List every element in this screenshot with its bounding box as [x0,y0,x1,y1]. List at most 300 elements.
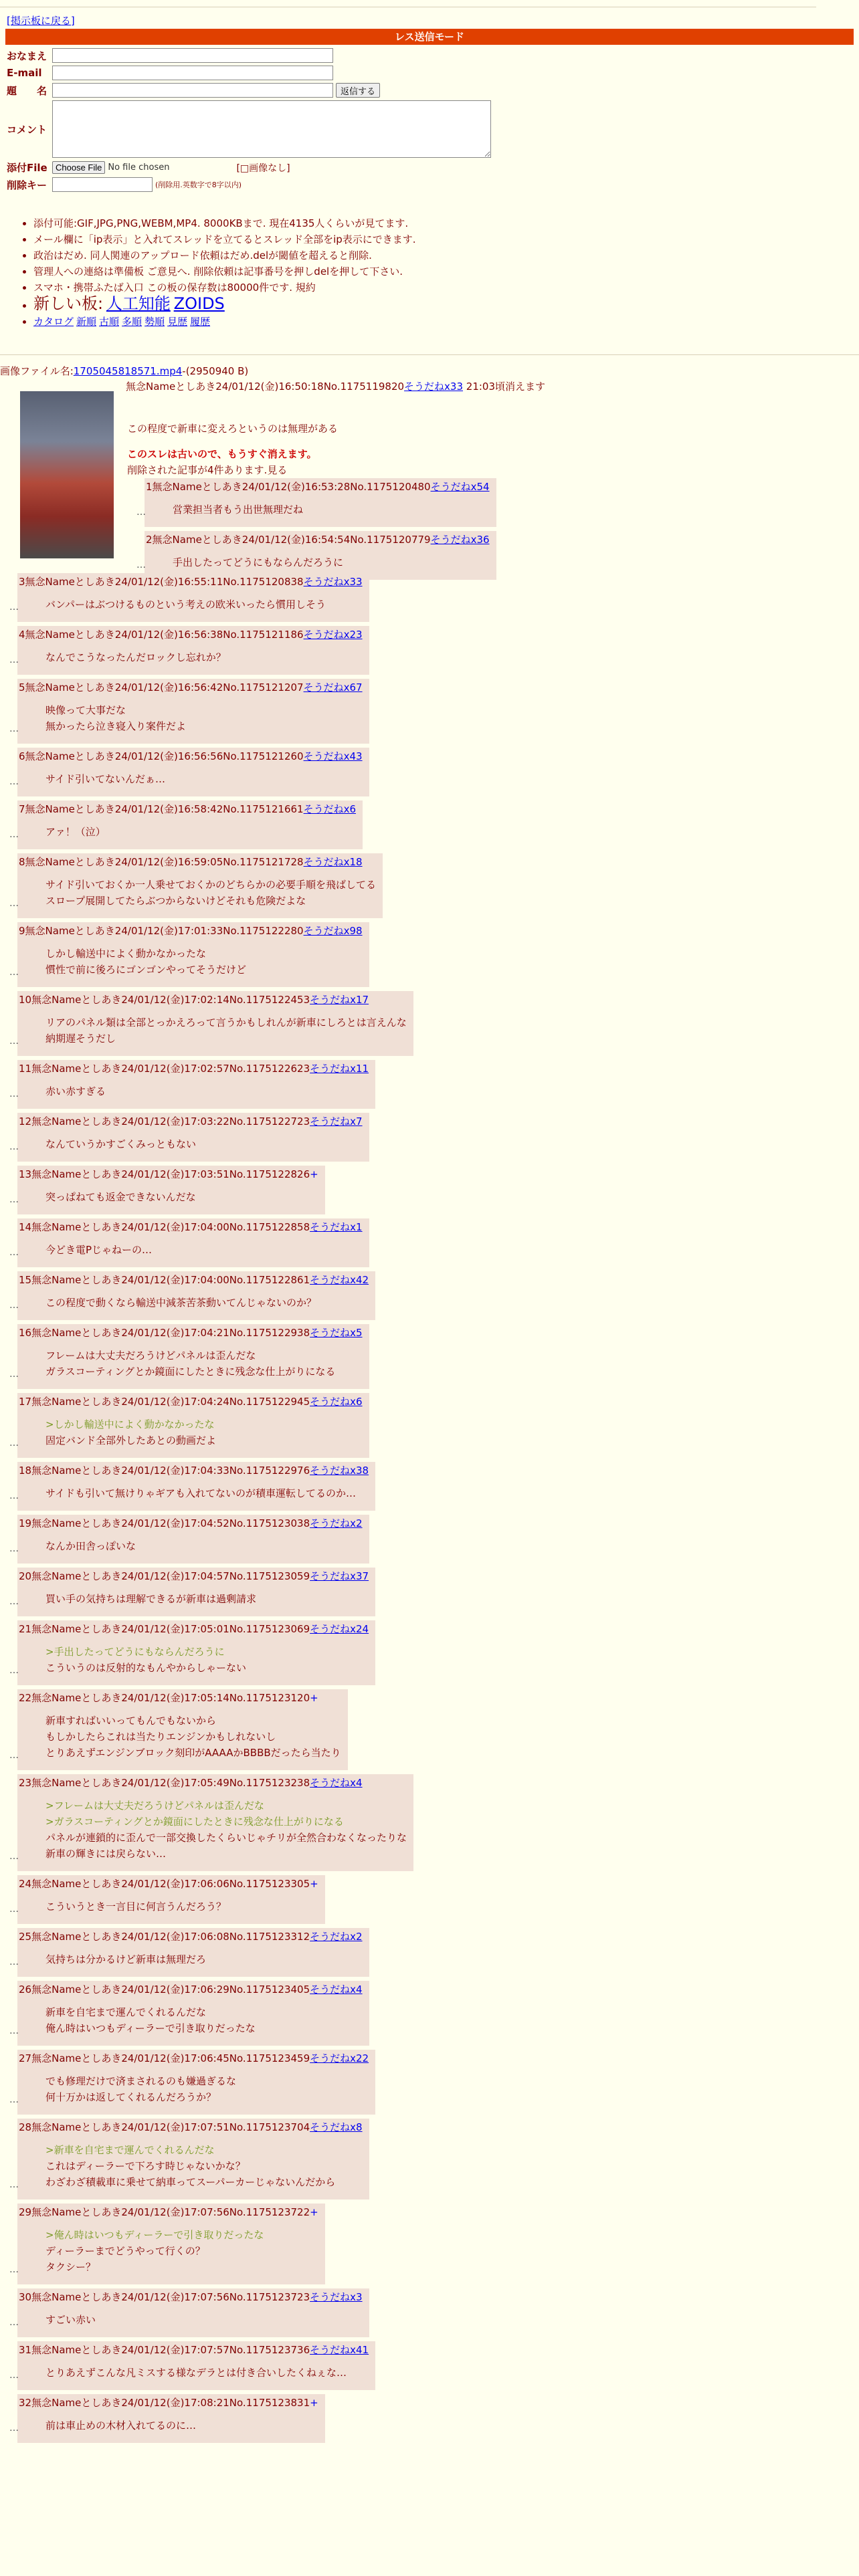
reply-header [19,2051,369,2065]
reply-post [0,800,859,849]
reply-body [45,1416,363,1448]
reply-box [17,1774,413,1871]
email-label: E-mail [7,67,42,79]
op-body: この程度で新車に変えろというのは無理がある [127,423,339,435]
reply-body [45,649,363,665]
reply-number: 9 [19,925,25,937]
reply-ellipsis: … [9,1142,19,1152]
reply-ellipsis: … [9,1596,19,1607]
reply-number: 14 [19,1221,32,1233]
reply-box [17,1875,325,1924]
sort-old-link[interactable]: 古順 [99,316,120,328]
reply-ellipsis: … [9,1369,19,1380]
reply-header [19,1982,363,1996]
reply-number: 13 [19,1168,32,1180]
reply-line: サイド引いてないんだぁ… [45,773,165,785]
reply-header [19,2395,318,2409]
image-filename-label: 画像ファイル名: [0,365,74,377]
reply-ellipsis: … [9,2264,19,2275]
reply-line: リアのパネル類は全部とっかえろって言うかもしれんが新車にしろとは言えんな [45,1016,407,1029]
reply-line: 手出したってどうにもならんだろうに [173,556,344,568]
reply-box [17,2050,375,2115]
reply-box [17,1393,369,1458]
reply-body [45,2004,363,2036]
reply-header [19,680,363,694]
reply-line: 赤い赤すぎる [45,1085,106,1097]
rule-item: • 政治はだめ. 同人関連のアップロード依頼はだめ.delが閾値を超えると削除. [33,247,416,263]
soudane-button[interactable]: そうだねx1 [310,1221,363,1233]
reply-post [0,2119,859,2199]
reply-number: 12 [19,1115,32,1128]
comment-label: コメント [7,123,47,136]
quote-line: >フレームは大丈夫だろうけどパネルは歪んだな [45,1800,264,1812]
name-label: おなまえ [7,49,47,62]
reply-post [0,1324,859,1389]
reply-post [0,991,859,1056]
quote-line: >俺ん時はいつもディーラーで引き取りだったな [45,2229,264,2241]
reply-box [17,2288,369,2337]
reply-meta: 無念Nameとしあき24/01/12(金)17:04:00No.1175122858 [31,1221,310,1233]
reply-line: 前は車止めの木材入れてるのに… [45,2420,197,2432]
reply-line: 慣性で前に後ろにゴンゴンやってそうだけど [45,964,247,976]
reply-meta: 無念Nameとしあき24/01/12(金)16:59:05No.1175121728 [25,856,304,868]
reply-body [45,1644,369,1676]
reply-number: 16 [19,1327,32,1339]
reply-ellipsis: … [9,1665,19,1676]
soudane-button[interactable]: そうだねx2 [310,1931,363,1943]
reply-meta: 無念Nameとしあき24/01/12(金)17:07:56No.1175123722 [31,2206,310,2218]
reply-body [45,2418,318,2434]
op-expire-time: 21:03頃消えます [466,381,546,393]
reply-ellipsis: … [9,2370,19,2381]
reply-post [0,853,859,918]
reply-ellipsis: … [9,1851,19,1862]
reply-ellipsis: … [9,2095,19,2105]
reply-box [17,1568,375,1616]
soudane-button[interactable]: そうだねx42 [310,1274,369,1286]
reply-post [0,1393,859,1458]
quote-line: >新車を自宅まで運んでくれるんだな [45,2144,215,2156]
reply-box [17,991,413,1056]
soudane-button[interactable]: そうだねx17 [310,994,369,1006]
deleted-posts-note[interactable]: 削除された記事が4件あります.見る [127,464,288,476]
reply-ellipsis: … [9,1300,19,1311]
reply-line: 何十万かは返してくれるんだろうか？ [45,2091,217,2103]
reply-line: 気持ちは分かるけど新車は無理だろ [45,1953,207,1965]
reply-number: 28 [19,2121,32,2133]
reply-meta: 無念Nameとしあき24/01/12(金)17:04:00No.1175122861 [31,1274,310,1286]
reply-meta: 無念Nameとしあき24/01/12(金)17:04:52No.1175123038 [31,1517,310,1529]
soudane-button[interactable]: + [310,1692,318,1704]
reply-post [0,1568,859,1616]
sort-momentum-link[interactable]: 勢順 [145,316,165,328]
reply-body [173,502,490,518]
reply-number: 19 [19,1517,32,1529]
reply-post [0,922,859,987]
reply-box [17,1981,369,2046]
reply-line: なんか田舎っぽいな [45,1540,136,1552]
reply-post [0,679,859,744]
reply-meta: 無念Nameとしあき24/01/12(金)16:58:42No.1175121661 [25,803,304,815]
reply-body [45,1242,363,1258]
reply-meta: 無念Nameとしあき24/01/12(金)17:05:01No.1175123069 [31,1623,310,1635]
reply-box [17,1928,369,1977]
reply-body [45,1591,369,1607]
reply-ellipsis: … [9,1491,19,1501]
reply-post [127,478,496,527]
rule-item: • スマホ・携帯ふたば入口 この板の保存数は80000件です. 規約 [33,280,416,296]
rule-item: • メール欄に「ip表示」と入れてスレッドを立てるとスレッド全部をip表示にできます. [33,231,416,247]
reply-body [45,1014,407,1047]
reply-body [45,1951,363,1967]
reply-line: こういうとき一言目に何言うんだろう？ [45,1901,227,1913]
reply-line: サイド引いておくか一人乗せておくかのどちらかの必要手順を飛ばしてる [45,879,376,891]
image-file-size: -(2950940 B) [182,365,249,377]
reply-box [17,1166,325,1214]
soudane-button[interactable]: そうだねx36 [430,534,490,546]
sort-many-link[interactable]: 多順 [122,316,142,328]
submit-reply-button[interactable]: 返信する [336,83,380,98]
reply-number: 5 [19,681,25,693]
subject-input[interactable] [52,83,333,98]
reply-body [45,1189,318,1205]
board-rules [20,215,416,330]
soudane-button[interactable]: そうだねx43 [303,750,363,762]
reply-header [19,574,363,588]
reply-meta: 無念Nameとしあき24/01/12(金)16:56:56No.1175121260 [25,750,304,762]
reply-meta: 無念Nameとしあき24/01/12(金)16:55:11No.1175120838 [25,576,304,588]
reply-line: でも修理だけで済まされるのも嫌過ぎるな [45,2075,237,2087]
reply-post [0,1218,859,1267]
soudane-button[interactable]: そうだねx7 [310,1115,363,1128]
catalog-link[interactable]: カタログ [33,316,74,328]
reply-box [17,1689,348,1770]
reply-line: 俺ん時はいつもディーラーで引き取りだったな [45,2022,256,2034]
soudane-button[interactable]: そうだねx98 [303,925,363,937]
reply-header [19,1273,369,1287]
soudane-button[interactable]: そうだねx2 [310,1517,363,1529]
reply-box [17,1462,375,1511]
reply-meta: 無念Nameとしあき24/01/12(金)17:07:56No.1175123723 [31,2291,310,2303]
reply-ellipsis: … [9,776,19,787]
soudane-button[interactable]: そうだねx23 [303,629,363,641]
soudane-button[interactable]: そうだねx6 [303,803,356,815]
reply-ellipsis: … [9,1089,19,1099]
rule-item: • 添付可能:GIF,JPG,PNG,WEBM,MP4. 8000KBまで. 現在4135人くらいが見てます. [33,215,416,231]
reply-header [19,1061,369,1075]
reply-line: ディーラーまでどうやって行くの？ [45,2245,205,2257]
reply-ellipsis: … [9,967,19,978]
reply-line: サイドも引いて無けりゃギアも入れてないのが積車運転してるのか… [45,1487,356,1499]
soudane-button[interactable]: + [310,1168,318,1180]
reply-line: とりあえずエンジンブロック刻印がAAAAかBBBBだったら当たり [45,1747,341,1759]
reply-line: 突っぱねても返金できないんだな [45,1191,196,1203]
reply-box [17,748,369,796]
reply-ellipsis: … [9,655,19,665]
reply-number: 23 [19,1777,32,1789]
reply-meta: 無念Nameとしあき24/01/12(金)17:05:49No.1175123238 [31,1777,310,1789]
reply-box [17,1324,369,1389]
reply-post [0,1774,859,1871]
reply-number: 7 [19,803,25,815]
reply-body [45,2142,363,2190]
reply-line: 映像って大事だな [45,704,126,716]
reply-box [17,1620,375,1685]
reply-line: パネルが連鎖的に歪んで一部交換したくらいじゃチリが全然合わなくなったりな [45,1832,407,1844]
reply-ellipsis: … [9,1438,19,1448]
reply-line: 新車すればいいってもんでもないから [45,1715,217,1727]
reply-number: 11 [19,1063,32,1075]
reply-post [0,1271,859,1320]
reply-number: 8 [19,856,25,868]
reply-box [17,679,369,744]
reply-line: なんでこうなったんだロックし忘れか？ [45,651,226,663]
new-board-link-ai[interactable]: 人工知能 [106,294,171,313]
reply-header [19,1929,363,1943]
reply-post [0,2341,859,2390]
reply-line: しかし輸送中によく動かなかったな [45,948,207,960]
reply-line: これはディーラーで下ろす時じゃないかな？ [45,2160,246,2172]
reply-meta: 無念Nameとしあき24/01/12(金)16:53:28No.1175120480 [152,481,431,493]
reply-meta: 無念Nameとしあき24/01/12(金)17:06:06No.1175123305 [31,1878,310,1890]
reply-body [45,2227,318,2275]
sort-new-link[interactable]: 新順 [76,316,97,328]
quote-line: >しかし輸送中によく動かなかったな [45,1418,215,1430]
soudane-button[interactable]: そうだねx38 [310,1465,369,1477]
reply-line: タクシー？ [45,2261,96,2273]
quote-line: >手出したってどうにもならんだろうに [45,1646,225,1658]
reply-number: 10 [19,994,32,1006]
reply-body [45,597,363,613]
reply-meta: 無念Nameとしあき24/01/12(金)17:08:21No.1175123831 [31,2397,310,2409]
reply-box [17,1515,369,1564]
reply-line: わざわざ積載車に乗せて納車ってスーパーカーじゃないんだから [45,2176,336,2188]
reply-ellipsis: … [9,2423,19,2434]
reply-ellipsis: … [9,2317,19,2328]
reply-meta: 無念Nameとしあき24/01/12(金)17:04:33No.1175122976 [31,1465,310,1477]
reply-body [45,824,356,840]
reply-header [19,2343,369,2357]
reply-body [45,2312,363,2328]
soudane-button[interactable]: そうだねx18 [303,856,363,868]
reply-header [146,532,490,546]
reply-header [19,1691,341,1705]
reply-meta: 無念Nameとしあき24/01/12(金)17:04:24No.1175122945 [31,1396,310,1408]
back-to-board-link[interactable]: [掲示板に戻る] [7,15,75,27]
name-input[interactable] [52,48,333,63]
reply-line: スロープ展開してたらぶつからないけどそれも危険だよな [45,895,306,907]
comment-textarea[interactable] [52,100,491,158]
reply-meta: 無念Nameとしあき24/01/12(金)17:01:33No.1175122280 [25,925,304,937]
reply-ellipsis: … [9,898,19,909]
reply-header [19,1876,318,1891]
no-image-checkbox[interactable]: [□画像なし] [236,163,290,174]
reply-body [45,1136,363,1152]
thread-divider [0,354,859,355]
reply-header [19,1776,407,1790]
reply-line: 今どき電Pじゃねーの… [45,1244,153,1256]
soudane-button[interactable]: そうだねx54 [430,481,490,493]
reply-number: 21 [19,1623,32,1635]
reply-box [17,626,369,675]
reply-header [19,1516,363,1530]
reply-meta: 無念Nameとしあき24/01/12(金)16:54:54No.1175120779 [152,534,431,546]
reply-meta: 無念Nameとしあき24/01/12(金)17:07:51No.1175123704 [31,2121,310,2133]
quote-line: >ガラスコーティングとか鏡面にしたときに残念な仕上がりになる [45,1816,344,1828]
op-soudane-button[interactable]: そうだねx33 [404,381,463,393]
delete-key-input[interactable] [52,177,153,192]
reply-number: 27 [19,2052,32,2064]
reply-line: 新車の輝きには戻らない… [45,1848,167,1860]
reply-header [19,1394,363,1408]
reply-meta: 無念Nameとしあき24/01/12(金)17:06:45No.1175123459 [31,2052,310,2064]
reply-ellipsis: … [9,1957,19,1967]
soudane-button[interactable]: そうだねx24 [310,1623,369,1635]
reply-header [19,1220,363,1234]
video-thumbnail[interactable] [20,391,114,558]
reply-box [17,1271,375,1320]
reply-header [19,749,363,763]
reply-post [0,1928,859,1977]
reply-post [0,1060,859,1109]
rule-item: • 管理人への連絡は準備板 ご意見へ. 削除依頼は記事番号を押しdelを押して下さい. [33,263,416,280]
reply-meta: 無念Nameとしあき24/01/12(金)17:02:14No.1175122453 [31,994,310,1006]
soudane-button[interactable]: そうだねx33 [303,576,363,588]
view-history-link[interactable]: 見歴 [167,316,188,328]
soudane-button[interactable]: そうだねx22 [310,2052,369,2064]
soudane-button[interactable]: そうだねx6 [310,1396,363,1408]
reply-header [19,1622,369,1636]
reply-post [0,748,859,796]
reply-body [45,1713,341,1761]
reply-body [45,702,363,734]
reply-box [17,800,363,849]
soudane-button[interactable]: そうだねx4 [310,1777,363,1789]
old-thread-warning: このスレは古いので、もうすぐ消えます。 [127,448,317,460]
reply-header [19,1325,363,1339]
reply-meta: 無念Nameとしあき24/01/12(金)17:07:57No.1175123736 [31,2344,310,2356]
reply-line: 納期遅そうだし [45,1033,116,1045]
reply-meta: 無念Nameとしあき24/01/12(金)16:56:42No.1175121207 [25,681,304,693]
soudane-button[interactable]: そうだねx11 [310,1063,369,1075]
reply-number: 1 [146,481,153,493]
reply-body [45,1295,369,1311]
soudane-button[interactable]: そうだねx37 [310,1570,369,1582]
reply-header [19,2205,318,2219]
reply-number: 18 [19,1465,32,1477]
reply-body [45,1798,407,1862]
reply-post [0,1689,859,1770]
reply-meta: 無念Nameとしあき24/01/12(金)17:06:08No.1175123312 [31,1931,310,1943]
reply-line: ガラスコーティングとか鏡面にしたときに残念な仕上がりになる [45,1366,336,1378]
file-status: No file chosen [108,163,170,173]
reply-meta: 無念Nameとしあき24/01/12(金)17:06:29No.1175123405 [31,1983,310,1996]
delete-key-label: 削除キー [7,179,47,191]
reply-body [45,1899,318,1915]
reply-header [19,1167,318,1181]
reply-post [0,2050,859,2115]
reply-header [19,2290,363,2304]
reply-post [0,1620,859,1685]
choose-file-button[interactable]: Choose File [52,161,105,174]
reply-body [173,554,490,570]
reply-box [17,922,369,987]
reply-post [0,1875,859,1924]
reply-body [45,946,363,978]
reply-post [0,1515,859,1564]
reply-number: 24 [19,1878,32,1890]
reply-line: なんていうかすごくみっともない [45,1138,197,1150]
reply-post [0,573,859,622]
history-link[interactable]: 履歴 [190,316,211,328]
reply-body [45,1538,363,1554]
reply-ellipsis: … [9,1904,19,1915]
subject-label: 題 名 [7,84,47,97]
reply-ellipsis: … [9,829,19,840]
reply-number: 31 [19,2344,32,2356]
reply-meta: 無念Nameとしあき24/01/12(金)16:56:38No.1175121186 [25,629,304,641]
image-file-link[interactable]: 1705045818571.mp4 [73,365,183,377]
reply-ellipsis: … [9,1036,19,1047]
reply-body [45,1485,369,1501]
soudane-button[interactable]: そうだねx41 [310,2344,369,2356]
email-input[interactable] [52,66,333,80]
reply-number: 2 [146,534,153,546]
new-board-link-zoids[interactable]: ZOIDS [173,294,225,313]
reply-post [0,1462,859,1511]
reply-line: 固定バンド全部外したあとの動画だよ [45,1434,217,1446]
reply-ellipsis: … [9,1750,19,1761]
reply-line: こういうのは反射的なもんやからしゃーない [45,1662,247,1674]
reply-post [0,2204,859,2284]
soudane-button[interactable]: そうだねx5 [310,1327,363,1339]
reply-meta: 無念Nameとしあき24/01/12(金)17:04:21No.1175122938 [31,1327,310,1339]
soudane-button[interactable]: + [310,2397,318,2409]
soudane-button[interactable]: そうだねx4 [310,1983,363,1996]
reply-number: 25 [19,1931,32,1943]
soudane-button[interactable]: そうだねx3 [310,2291,363,2303]
reply-box [145,478,496,527]
soudane-button[interactable]: そうだねx67 [303,681,363,693]
reply-box [17,573,369,622]
reply-header [19,1569,369,1583]
reply-body [45,2365,369,2381]
reply-number: 15 [19,1274,32,1286]
reply-line: アァ！（泣） [45,826,106,838]
reply-box [17,1218,369,1267]
soudane-button[interactable]: + [310,1878,318,1890]
reply-number: 17 [19,1396,32,1408]
reply-ellipsis: … [9,724,19,734]
reply-box [17,853,383,918]
reply-number: 32 [19,2397,32,2409]
reply-box [17,2394,325,2443]
reply-meta: 無念Nameとしあき24/01/12(金)17:05:14No.1175123120 [31,1692,310,1704]
soudane-button[interactable]: そうだねx8 [310,2121,363,2133]
reply-header [146,479,490,494]
file-label: 添付File [7,162,47,174]
reply-number: 22 [19,1692,32,1704]
reply-number: 4 [19,629,25,641]
op-side-replies [127,478,496,584]
reply-ellipsis: … [136,507,146,518]
reply-box [17,2204,325,2284]
soudane-button[interactable]: + [310,2206,318,2218]
reply-ellipsis: … [9,602,19,613]
reply-post [0,1166,859,1214]
reply-box [17,2119,369,2199]
reply-line: フレームは大丈夫だろうけどパネルは歪んだな [45,1350,256,1362]
